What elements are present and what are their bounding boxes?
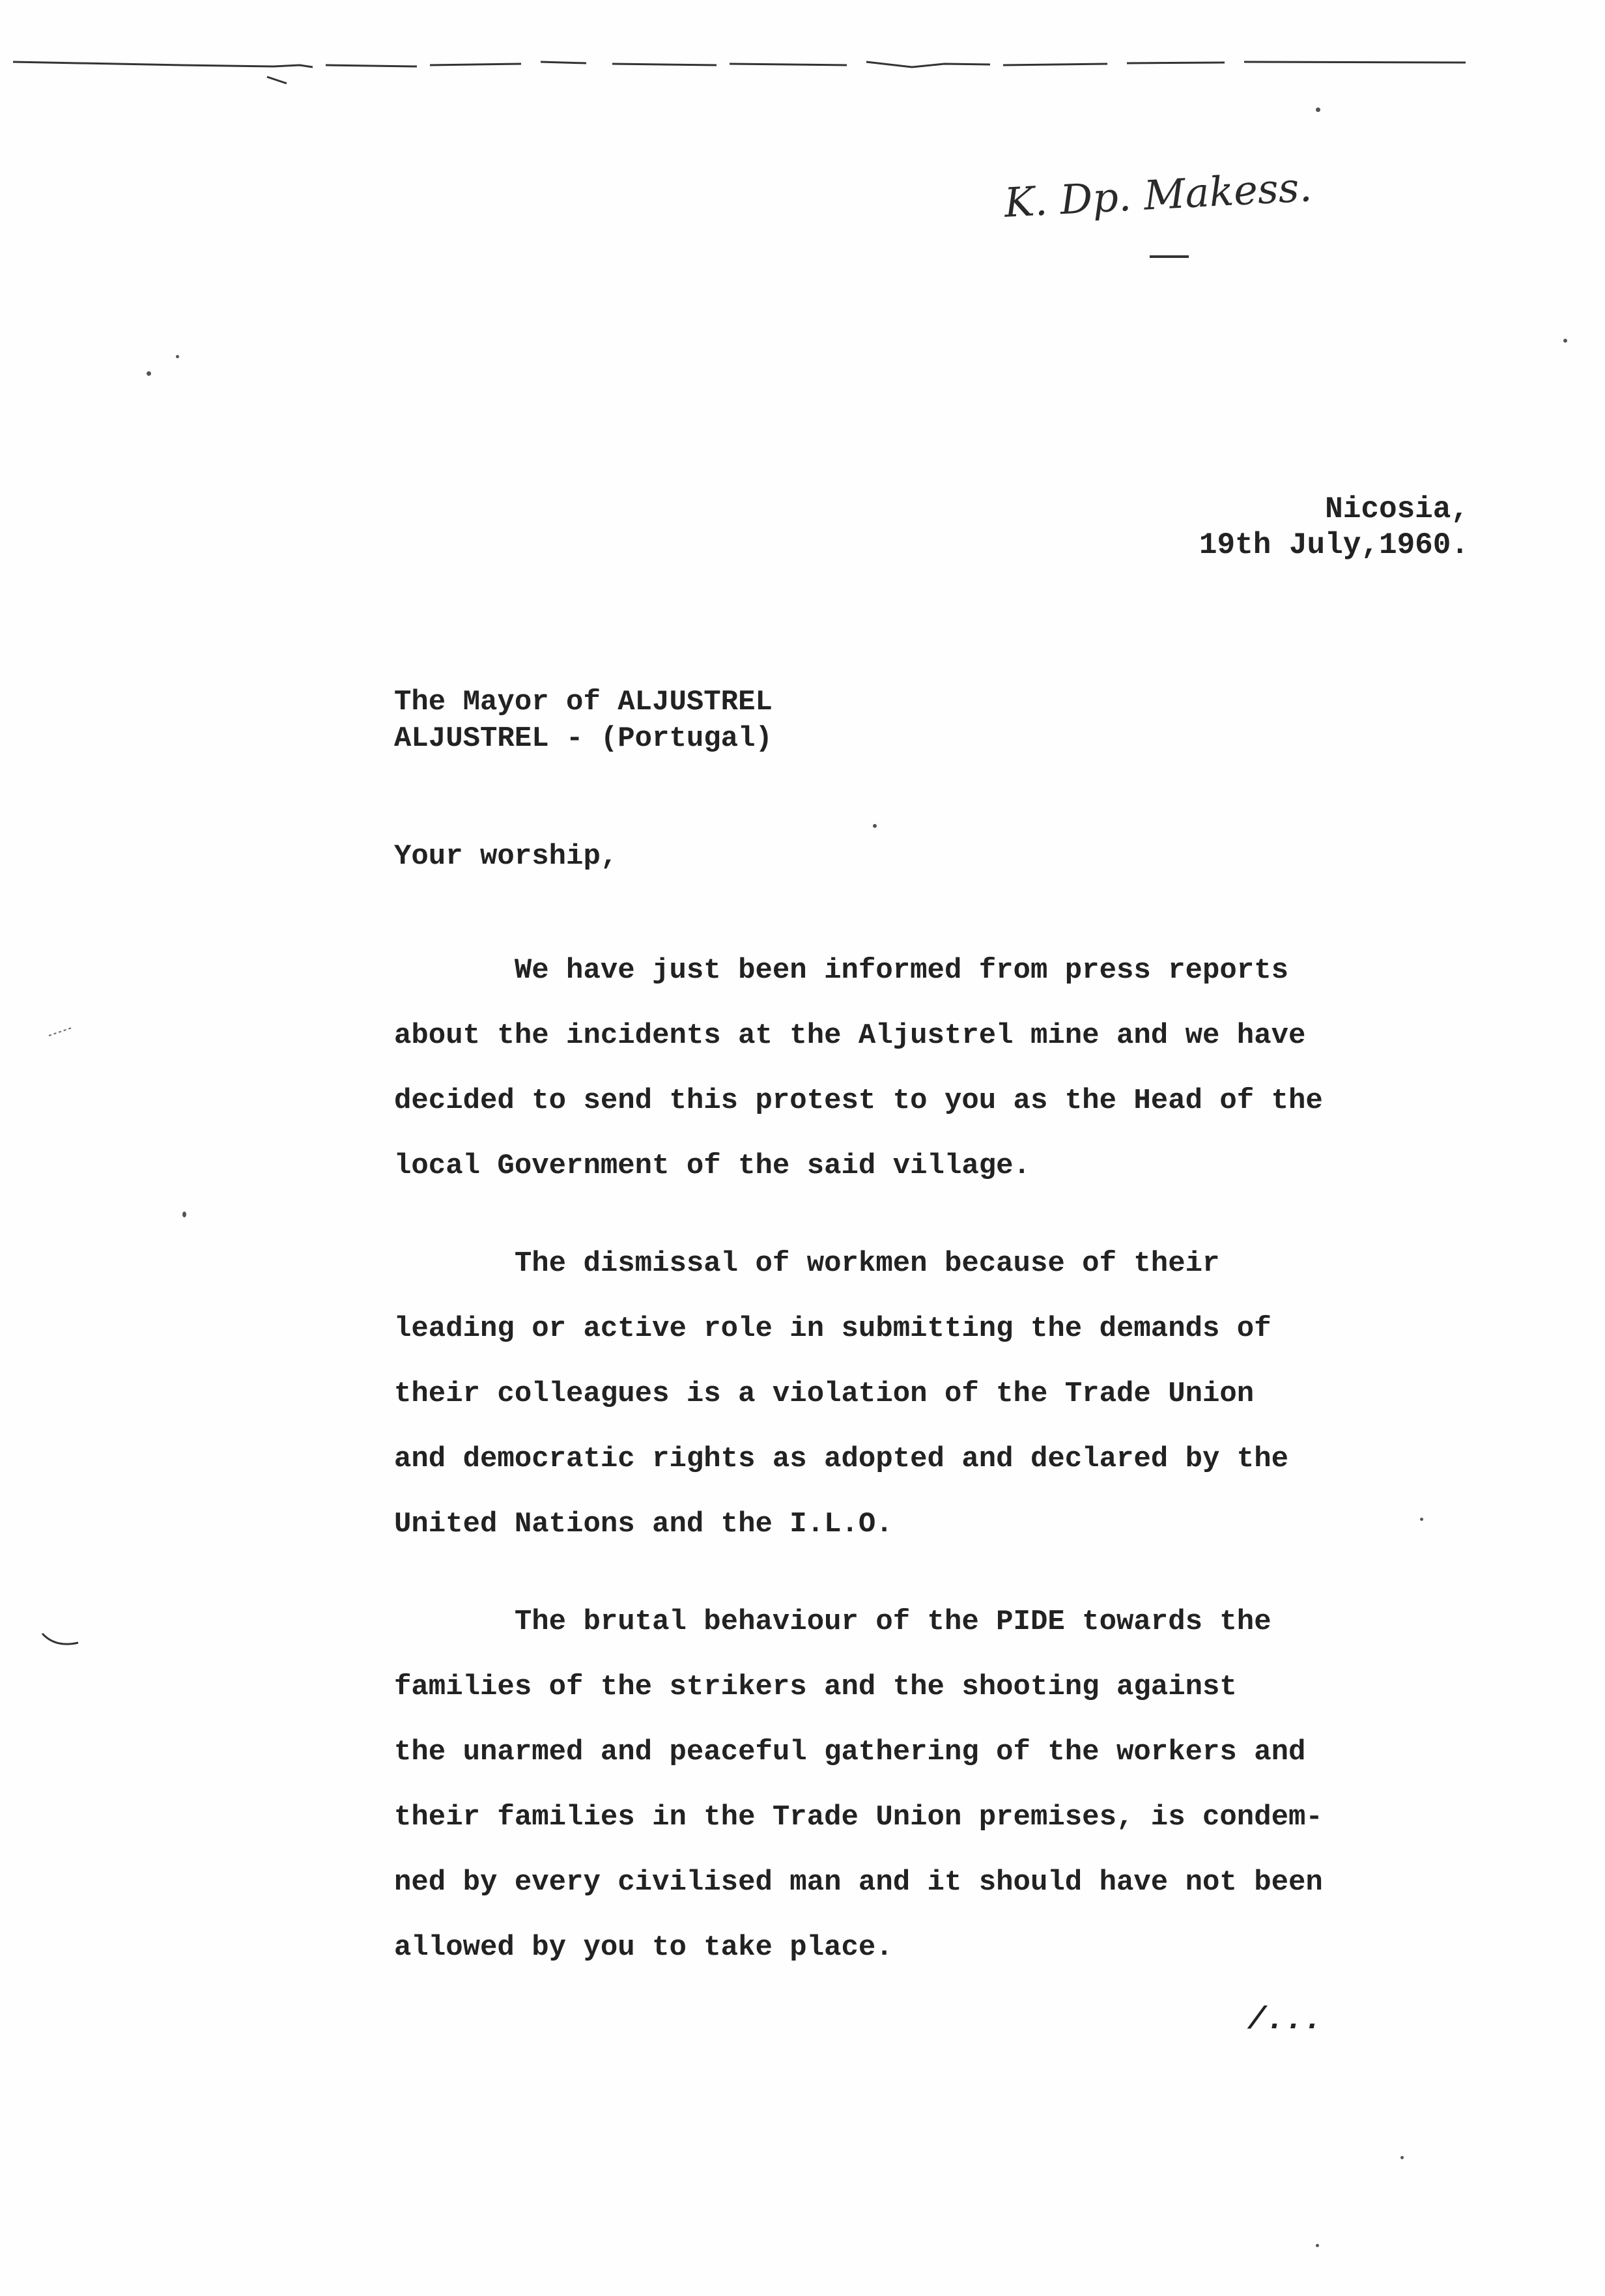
paragraph-line: We have just been informed from press reports [394, 954, 1289, 987]
date-line: 19th July,1960. [1199, 528, 1469, 562]
scan-speck [182, 1212, 186, 1217]
handwritten-annotation: K. Dp. Makess. [1003, 163, 1313, 227]
paragraph-1 [394, 938, 1488, 1198]
scan-speck [873, 824, 877, 828]
scan-speck [1563, 339, 1567, 343]
paragraph-line: their colleagues is a violation of the Trade Union [394, 1378, 1255, 1410]
scan-margin-mark [39, 1628, 85, 1654]
paragraph-line: about the incidents at the Aljustrel mine and we have [394, 1019, 1306, 1052]
paragraph-line: their families in the Trade Union premises, is condem- [394, 1801, 1323, 1834]
paragraph-line: decided to send this protest to you as the Head of the [394, 1084, 1323, 1117]
paragraph-line: allowed by you to take place. [394, 1931, 893, 1964]
salutation: Your worship, [394, 840, 618, 873]
letter-date-block [1172, 492, 1469, 563]
scan-top-rule [0, 0, 1605, 130]
paragraph-line: The dismissal of workmen because of their [394, 1247, 1220, 1280]
scan-speck [1420, 1518, 1423, 1521]
annotation-underline [1150, 255, 1189, 258]
paragraph-line: local Government of the said village. [394, 1150, 1030, 1182]
scan-speck [1316, 107, 1320, 112]
scan-margin-mark [46, 1023, 78, 1042]
recipient-address [394, 684, 773, 757]
recipient-line-1: The Mayor of ALJUSTREL [394, 686, 773, 718]
paragraph-line: The brutal behaviour of the PIDE towards the [394, 1606, 1271, 1638]
paragraph-line: families of the strikers and the shooting against [394, 1671, 1237, 1703]
place-line: Nicosia, [1325, 492, 1469, 526]
paragraph-line: leading or active role in submitting the demands of [394, 1312, 1271, 1345]
scan-speck [176, 355, 179, 358]
scan-speck [1400, 2156, 1404, 2159]
paragraph-line: ned by every civilised man and it should have not been [394, 1866, 1323, 1899]
paragraph-line: the unarmed and peaceful gathering of the workers and [394, 1736, 1306, 1768]
paragraph-2 [394, 1231, 1488, 1557]
paragraph-line: United Nations and the I.L.O. [394, 1508, 893, 1540]
scan-speck [147, 371, 151, 376]
paragraph-line: and democratic rights as adopted and declared by the [394, 1443, 1289, 1475]
paragraph-3 [394, 1589, 1488, 1980]
scan-speck [1316, 2244, 1319, 2247]
continuation-mark: /... [1247, 2003, 1323, 2038]
recipient-line-2: ALJUSTREL - (Portugal) [394, 722, 773, 755]
